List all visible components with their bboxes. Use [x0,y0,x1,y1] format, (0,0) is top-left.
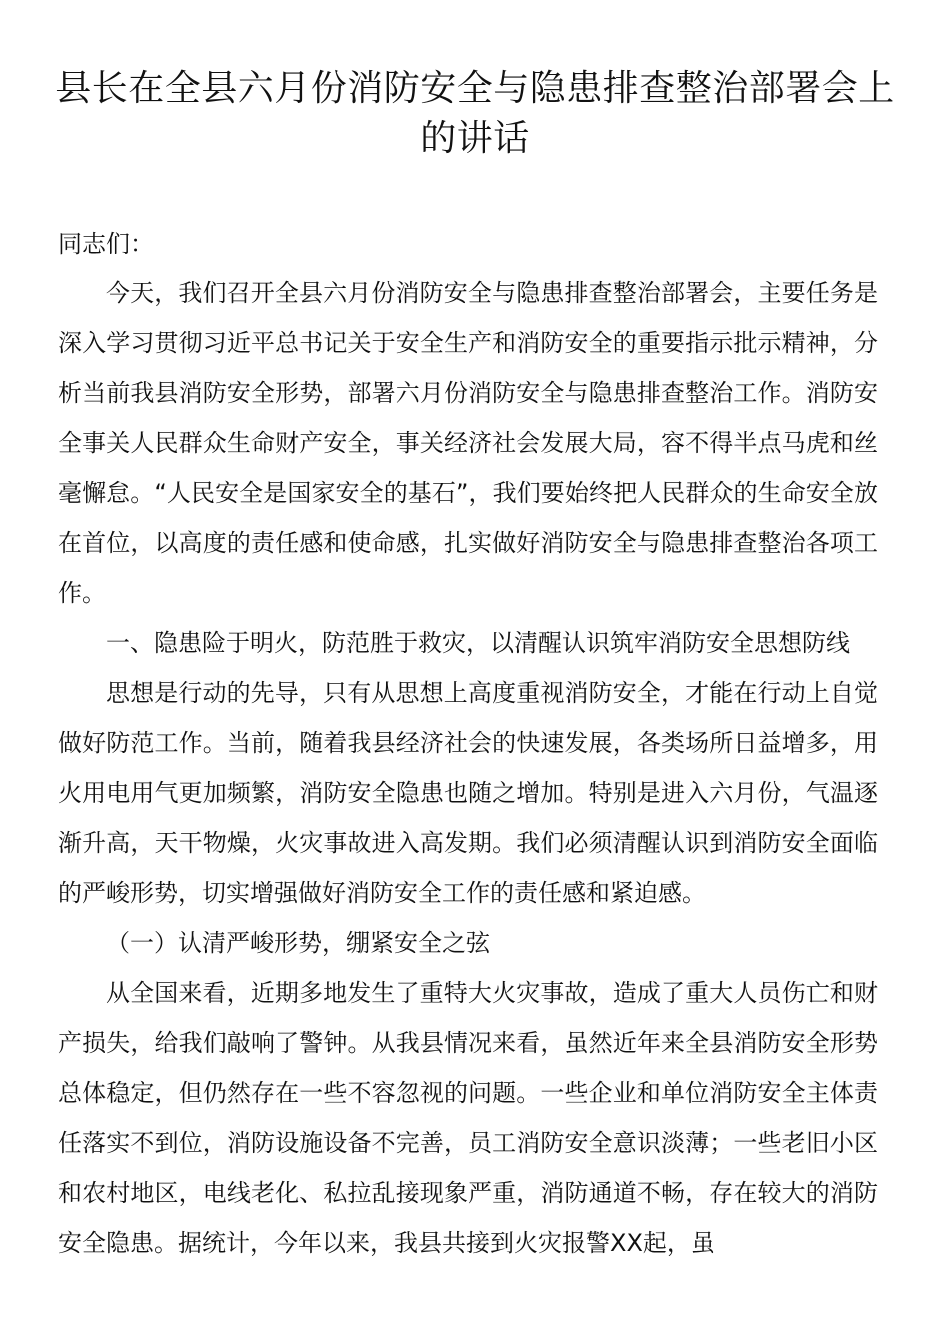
paragraph-section-1: 思想是行动的先导，只有从思想上高度重视消防安全，才能在行动上自觉做好防范工作。当前，随着我县经济社会的快速发展，各类场所日益增多，用火用电用气更加频繁，消防安全隐患也随之增加。特别是进入六月份，气温逐渐升高，天干物燥，火灾事故进入高发期。我们必须清醒认识到消防安全面临的严峻形势，切实增强做好消防安全工作的责任感和紧迫感。 [58,679,878,907]
salutation: 同志们： [58,230,154,258]
paragraph-intro: 今天，我们召开全县六月份消防安全与隐患排查整治部署会，主要任务是深入学习贯彻习近平总书记关于安全生产和消防安全的重要指示批示精神，分析当前我县消防安全形势，部署六月份消防安全与隐患排查整治工作。消防安全事关人民群众生命财产安全，事关经济社会发展大局，容不得半点马虎和丝毫懈怠。“人民安全是国家安全的基石”，我们要始终把人民群众的生命安全放在首位，以高度的责任感和使命感，扎实做好消防安全与隐患排查整治各项工作。 [58,279,878,607]
subsection-heading-1: （一）认清严峻形势，绷紧安全之弦 [106,929,490,957]
document-body [58,268,878,1268]
paragraph-subsection-1: 从全国来看，近期多地发生了重特大火灾事故，造成了重大人员伤亡和财产损失，给我们敲响了警钟。从我县情况来看，虽然近年来全县消防安全形势总体稳定，但仍然存在一些不容忽视的问题。一些企业和单位消防安全主体责任落实不到位，消防设施设备不完善，员工消防安全意识淡薄；一些老旧小区和农村地区，电线老化、私拉乱接现象严重，消防通道不畅，存在较大的消防安全隐患。据统计，今年以来，我县共接到火灾报警XX起，虽 [58,979,878,1257]
section-heading-1: 一、隐患险于明火，防范胜于救灾，以清醒认识筑牢消防安全思想防线 [106,629,850,657]
document-title: 县长在全县六月份消防安全与隐患排查整治部署会上的讲话 [55,68,895,159]
